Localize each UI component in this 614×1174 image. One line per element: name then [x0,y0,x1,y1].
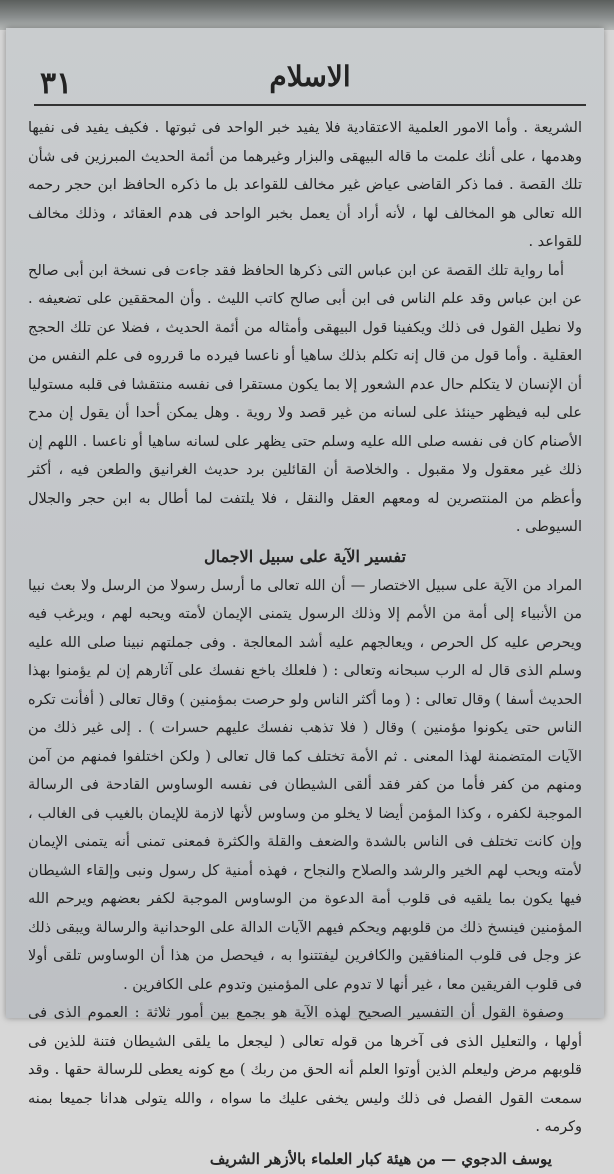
header-rule [34,104,586,106]
book-page [6,28,604,1168]
page-body [28,114,582,1174]
paragraph: المراد من الآية على سبيل الاختصار — أن الله تعالى ما أرسل رسولا من الرسل ولا بعث نبيا من الأنبياء إلى أمة من الأمم إلا وذلك الرسول يتمنى الإيمان لأمته ويحبه لهم ، ويرغب فيه ويحرص عليه كل الحرص ، ويعالجهم عليه أشد المعالجة . وفى جملتهم نبينا صلى الله عليه وسلم الذى قال له الرب سبحانه وتعالى : ( فلعلك باخع نفسك على آثارهم إن لم يؤمنوا بهذا الحديث أسفا ) وقال تعالى : ( وما أكثر الناس ولو حرصت بمؤمنين ) وقال تعالى ( أفأنت تكره الناس حتى يكونوا مؤمنين ) وقال ( فلا تذهب نفسك عليهم حسرات ) . إلى غير ذلك من الآيات المتضمنة لهذا المعنى . ثم الأمة تختلف كما قال تعالى ( ولكن اختلفوا فمنهم من آمن ومنهم من كفر فأما من كفر فقد ألقى الشيطان فى نفسه الوساوس القادحة فى الرسالة الموجبة لكفره ، وكذا المؤمن أيضا لا يخلو من وساوس لأنها لازمة للإيمان بالغيب فى الغالب ، وإن كانت تختلف فى الناس بالشدة والضعف والقلة والكثرة فمعنى تمنى أنه يتمنى الإيمان لأمته ويحب لهم الخير والرشد والصلاح والنجاح ، فهذه أمنية كل رسول ونبى وإلقاء الشيطان فيها يكون بما يلقيه فى قلوب أمة الدعوة من الوساوس الموجبة لكفر بعضهم ويرحم الله المؤمنين فينسخ ذلك من قلوبهم ويحكم فيهم الآيات الدالة على الوحدانية والرسالة ويبقى ذلك عز وجل فى قلوب المنافقين والكافرين ليفتتنوا به ، فيحصل من هذا أن الوساوس تلقى أولا فى قلوب الفريقين معا ، غير أنها لا تدوم على المؤمنين وتدوم على الكافرين . [28,577,582,993]
paragraph: وصفوة القول أن التفسير الصحيح لهذه الآية هو بجمع بين أمور ثلاثة : العموم الذى فى أولها ، والتعليل الذى فى آخرها من قوله تعالى ( ليجعل ما يلقى الشيطان فتنة للذين فى قلوبهم مرض وليعلم الذين أوتوا العلم أنه الحق من ربك ) مع كونه يعطى للرسالة حقها . وقد سمعت القول الفصل فى ذلك وليس يخفى عليك ما سواه ، والله يتولى هدانا جميعا بمنه وكرمه . [28,1005,582,1135]
page-number: ٣١ [40,66,73,101]
background-strip [0,0,614,30]
running-title: الاسلام [269,60,351,93]
page-header [34,58,586,106]
section-heading: تفسير الآية على سبيل الاجمال [204,546,406,566]
paragraph: أما رواية تلك القصة عن ابن عباس التى ذكرها الحافظ فقد جاءت فى نسخة ابن أبى صالح عن ابن عباس وقد علم الناس فى ابن أبى صالح كاتب الليث . وأن المحققين على تضعيفه . ولا نطيل القول فى ذلك ويكفينا قول البيهقى وأمثاله من أئمة الحديث ، فضلا عن تلك الحجج العقلية . وأما قول من قال إنه تكلم بذلك ساهيا أو ناعسا فيرده ما قرروه فى علم النفس من أن الإنسان لا يتكلم حال عدم الشعور إلا بما يكون مستقرا فى نفسه منتقشا فى قلبه مستوليا على لبه فيظهر حينئذ على لسانه من غير قصد ولا روية . وهل يمكن أحدا أن يقول إن مدح الأصنام كان فى نفسه صلى الله عليه وسلم حتى يظهر على لسانه ساهيا أو ناعسا . اللهم إن ذلك غير معقول ولا مقبول . والخلاصة أن القائلين برد حديث الغرانيق والطعن فيه ، أكثر وأعظم من المنتصرين له ومعهم العقل والنقل ، فلا يلتفت لما أطال به ابن حجر والجلال السيوطى . [28,262,582,535]
paragraph: الشريعة . وأما الامور العلمية الاعتقادية فلا يفيد خبر الواحد فى ثبوتها . فكيف يفيد فى نفيها وهدمها ، على أنك علمت ما قاله البيهقى والبزار وغيرهما من أئمة الحديث المبرزين فى شأن تلك القصة . فما ذكر القاضى عياض غير مخالف للقواعد بل ما ذكره الحافظ ابن حجر رحمه الله تعالى هو المخالف لها ، لأنه أراد أن يعمل بخبر الواحد فى هدم العقائد ، وذلك مخالف للقواعد . [28,120,582,250]
author-signature: يوسف الدجوي — من هيئة كبار العلماء بالأزهر الشريف [209,1149,552,1168]
